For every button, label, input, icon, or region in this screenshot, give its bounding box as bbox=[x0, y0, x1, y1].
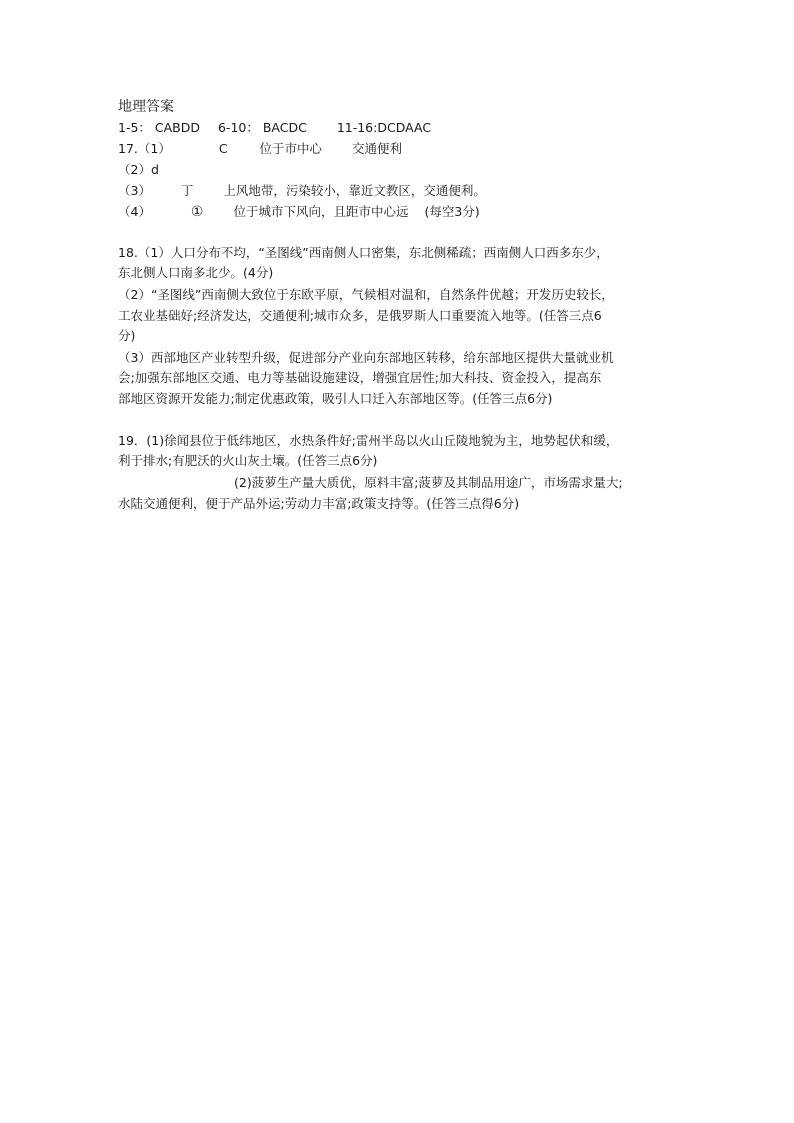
q17-part4 bbox=[118, 203, 688, 221]
q17-p4-label: （4） bbox=[118, 204, 151, 219]
mc-range-2-label: 6-10： bbox=[217, 120, 259, 135]
q17-p3-answer: 丁 bbox=[180, 183, 194, 198]
q19-line-4: 水陆交通便利，便于产品外运;劳动力丰富;政策支持等。(任答三点得6分) bbox=[118, 496, 520, 511]
mc-range-1-label: 1-5： bbox=[118, 120, 151, 135]
q19-line-3: (2)菠萝生产量大质优，原料丰富;菠萝及其制品用途广，市场需求量大; bbox=[234, 475, 623, 490]
q18-line-6: （3）西部地区产业转型升级，促进部分产业向东部地区转移，给东部地区提供大量就业机 bbox=[118, 350, 614, 365]
q19-line-2: 利于排水;有肥沃的火山灰土壤。(任答三点6分) bbox=[118, 453, 378, 468]
q18-line-1: 18.（1）人口分布不均，“圣图线”西南侧人口密集，东北侧稀疏；西南侧人口西多东少， bbox=[118, 245, 609, 260]
q18-line-7: 会;加强东部地区交通、电力等基础设施建设，增强宜居性;加大科技、资金投入，提高东 bbox=[118, 370, 602, 385]
q17-p1-reason-2: 交通便利 bbox=[352, 141, 403, 156]
q17-p1-reason-1: 位于市中心 bbox=[259, 141, 323, 156]
mc-range-2-answers: BACDC bbox=[262, 120, 307, 135]
q17-number: 17. bbox=[118, 141, 138, 156]
q17-p3-reason: 上风地带，污染较小，靠近文教区，交通便利。 bbox=[223, 183, 486, 198]
mc-range-1-answers: CABDD bbox=[154, 120, 201, 135]
q18-line-2: 东北侧人口南多北少。(4分) bbox=[118, 265, 274, 280]
q19-line-1: 19．(1)徐闻县位于低纬地区，水热条件好;雷州半岛以火山丘陵地貌为主，地势起伏和缓， bbox=[118, 433, 619, 448]
multiple-choice-answers bbox=[118, 119, 688, 137]
page-title: 地理答案 bbox=[118, 99, 174, 115]
mc-range-3-answers: DCDAAC bbox=[377, 120, 432, 135]
q17-p1-label: （1） bbox=[137, 141, 171, 156]
q18-line-5: 分) bbox=[118, 328, 136, 343]
q17-p4-reason: 位于城市下风向，且距市中心远 bbox=[233, 204, 409, 219]
q17-p4-score: (每空3分) bbox=[424, 204, 480, 219]
q17-p2-label: （2） bbox=[118, 162, 151, 177]
q17-part2 bbox=[118, 161, 688, 179]
q17-p2-answer: d bbox=[150, 162, 159, 177]
mc-range-3-label: 11-16: bbox=[336, 120, 378, 135]
q17-p1-answer: C bbox=[218, 141, 228, 156]
q17-part1 bbox=[118, 140, 688, 158]
q18-line-8: 部地区资源开发能力;制定优惠政策，吸引人口迁入东部地区等。(任答三点6分) bbox=[118, 391, 553, 406]
q17-p4-answer: ① bbox=[190, 204, 204, 220]
q18-line-3: （2）“圣图线”西南侧大致位于东欧平原，气候相对温和，自然条件优越；开发历史较长， bbox=[118, 287, 614, 302]
q18-line-4: 工农业基础好;经济发达，交通便利;城市众多，是俄罗斯人口重要流入地等。(任答三点6 bbox=[118, 308, 602, 323]
q17-p3-label: （3） bbox=[118, 183, 151, 198]
q17-part3 bbox=[118, 182, 688, 200]
